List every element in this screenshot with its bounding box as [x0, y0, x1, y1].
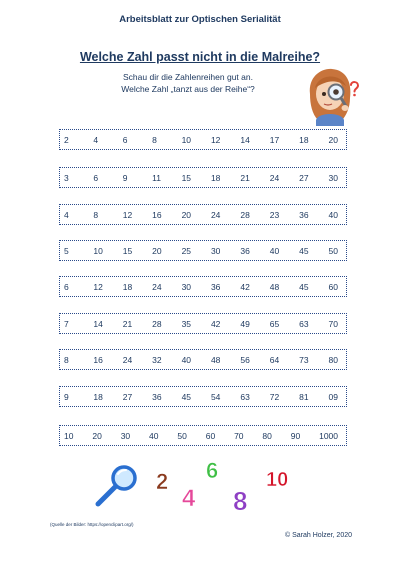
number-cell[interactable]: 5 — [64, 245, 69, 256]
number-cell[interactable]: 32 — [152, 354, 162, 365]
number-cell[interactable]: 17 — [269, 134, 280, 145]
number-cell[interactable]: 24 — [269, 172, 280, 183]
number-cell[interactable]: 35 — [181, 318, 192, 329]
number-row-7 — [59, 349, 347, 370]
number-cell[interactable]: 18 — [210, 172, 221, 183]
number-cell[interactable]: 80 — [262, 430, 272, 441]
number-cell[interactable]: 45 — [299, 281, 309, 292]
number-cell[interactable]: 10 — [181, 134, 192, 145]
number-cell[interactable]: 8 — [64, 354, 69, 365]
number-cell[interactable]: 16 — [152, 209, 162, 220]
number-cell[interactable]: 36 — [210, 281, 221, 292]
number-cell[interactable]: 18 — [299, 134, 309, 145]
number-cell[interactable]: 45 — [181, 391, 192, 402]
number-cell[interactable]: 7 — [64, 318, 69, 329]
number-cell[interactable]: 10 — [64, 430, 74, 441]
number-cell[interactable]: 18 — [122, 281, 133, 292]
page-title: Welche Zahl passt nicht in die Malreihe? — [79, 50, 321, 64]
number-cell[interactable]: 81 — [299, 391, 309, 402]
number-cell[interactable]: 30 — [210, 245, 221, 256]
number-cell[interactable]: 40 — [328, 209, 338, 220]
number-4-figure: 4 — [182, 485, 196, 512]
number-6-figure: 6 — [206, 458, 219, 483]
number-cell[interactable]: 56 — [240, 354, 250, 365]
number-cell[interactable]: 9 — [64, 391, 69, 402]
number-cell[interactable]: 14 — [240, 134, 250, 145]
number-cell[interactable]: 24 — [122, 354, 133, 365]
number-cell[interactable]: 12 — [122, 209, 133, 220]
number-cell[interactable]: 28 — [152, 318, 162, 329]
number-row-6 — [59, 313, 347, 334]
number-cell[interactable]: 20 — [152, 245, 162, 256]
number-cell[interactable]: 8 — [93, 209, 99, 220]
number-cell[interactable]: 1000 — [319, 430, 339, 441]
number-row-9 — [59, 425, 347, 446]
number-cell[interactable]: 20 — [181, 209, 192, 220]
decorative-numbers-illustration — [88, 456, 308, 514]
number-row-5 — [59, 276, 347, 297]
number-cell[interactable]: 8 — [152, 134, 157, 145]
number-cell[interactable]: 15 — [181, 172, 192, 183]
number-cell[interactable]: 49 — [240, 318, 250, 329]
number-cell[interactable]: 9 — [122, 172, 128, 183]
number-cell[interactable]: 50 — [177, 430, 187, 441]
number-cell[interactable]: 12 — [93, 281, 103, 292]
image-source-note: (Quelle der Bilder: https://openclipart.org/) — [50, 522, 134, 527]
number-cell[interactable]: 24 — [210, 209, 221, 220]
number-10-figure: 10 — [266, 469, 289, 491]
number-cell[interactable]: 30 — [328, 172, 338, 183]
number-cell[interactable]: 11 — [152, 172, 161, 183]
number-cell[interactable]: 30 — [181, 281, 192, 292]
number-cell[interactable]: 27 — [299, 172, 309, 183]
number-cell[interactable]: 23 — [269, 209, 280, 220]
number-cell[interactable]: 90 — [290, 430, 301, 441]
number-cell[interactable]: 72 — [269, 391, 280, 402]
number-cell[interactable]: 21 — [122, 318, 133, 329]
number-cell[interactable]: 30 — [120, 430, 131, 441]
number-cell[interactable]: 25 — [181, 245, 192, 256]
magnifying-glass-icon — [98, 467, 135, 504]
number-cell[interactable]: 15 — [122, 245, 133, 256]
number-cell[interactable]: 60 — [328, 281, 338, 292]
number-cell[interactable]: 50 — [328, 245, 338, 256]
number-cell[interactable]: 36 — [299, 209, 309, 220]
instructions — [98, 71, 278, 95]
number-cell[interactable]: 36 — [152, 391, 162, 402]
number-2-figure: 2 — [156, 469, 169, 494]
number-cell[interactable]: 09 — [328, 391, 338, 402]
number-cell[interactable]: 40 — [181, 354, 192, 365]
number-cell[interactable]: 24 — [152, 281, 162, 292]
number-cell[interactable]: 27 — [122, 391, 133, 402]
number-cell[interactable]: 10 — [93, 245, 103, 256]
number-cell[interactable]: 40 — [269, 245, 280, 256]
number-cell[interactable]: 36 — [240, 245, 250, 256]
number-cell[interactable]: 6 — [122, 134, 128, 145]
number-row-1 — [59, 129, 347, 150]
number-row-8 — [59, 386, 347, 407]
number-cell[interactable]: 4 — [93, 134, 99, 145]
instruction-line-2: Welche Zahl „tanzt aus der Reihe“? — [121, 84, 255, 94]
number-cell[interactable]: 63 — [299, 318, 309, 329]
number-row-3 — [59, 204, 347, 225]
number-cell[interactable]: 14 — [93, 318, 103, 329]
number-cell[interactable]: 12 — [210, 134, 221, 145]
question-mark-icon — [351, 82, 358, 96]
number-cell[interactable]: 6 — [93, 172, 99, 183]
number-cell[interactable]: 42 — [240, 281, 250, 292]
girl-with-magnifier-icon — [300, 64, 362, 126]
number-cell[interactable]: 18 — [93, 391, 103, 402]
worksheet-subtitle: Arbeitsblatt zur Optischen Serialität — [119, 14, 281, 25]
number-cell[interactable]: 65 — [269, 318, 280, 329]
number-cell[interactable]: 2 — [64, 134, 69, 145]
number-cell[interactable]: 73 — [299, 354, 309, 365]
copyright: © Sarah Holzer, 2020 — [284, 532, 352, 539]
number-cell[interactable]: 70 — [234, 430, 244, 441]
number-row-4 — [59, 240, 347, 261]
number-8-figure: 8 — [233, 486, 248, 514]
number-cell[interactable]: 40 — [149, 430, 159, 441]
number-cell[interactable]: 20 — [328, 134, 338, 145]
number-cell[interactable]: 64 — [269, 354, 280, 365]
number-cell[interactable]: 28 — [240, 209, 250, 220]
number-cell[interactable]: 80 — [328, 354, 338, 365]
instruction-line-1: Schau dir die Zahlenreihen gut an. — [123, 72, 253, 82]
number-cell[interactable]: 3 — [64, 172, 69, 183]
number-cell[interactable]: 63 — [240, 391, 250, 402]
number-cell[interactable]: 54 — [210, 391, 221, 402]
number-cell[interactable]: 70 — [328, 318, 338, 329]
number-cell[interactable]: 48 — [269, 281, 280, 292]
number-cell[interactable]: 45 — [299, 245, 309, 256]
number-row-2 — [59, 167, 347, 188]
number-cell[interactable]: 60 — [205, 430, 216, 441]
number-cell[interactable]: 4 — [64, 209, 69, 220]
number-cell[interactable]: 21 — [240, 172, 250, 183]
number-cell[interactable]: 42 — [210, 318, 221, 329]
number-cell[interactable]: 48 — [210, 354, 221, 365]
number-cell[interactable]: 20 — [92, 430, 102, 441]
number-cell[interactable]: 16 — [93, 354, 103, 365]
number-cell[interactable]: 6 — [64, 281, 69, 292]
